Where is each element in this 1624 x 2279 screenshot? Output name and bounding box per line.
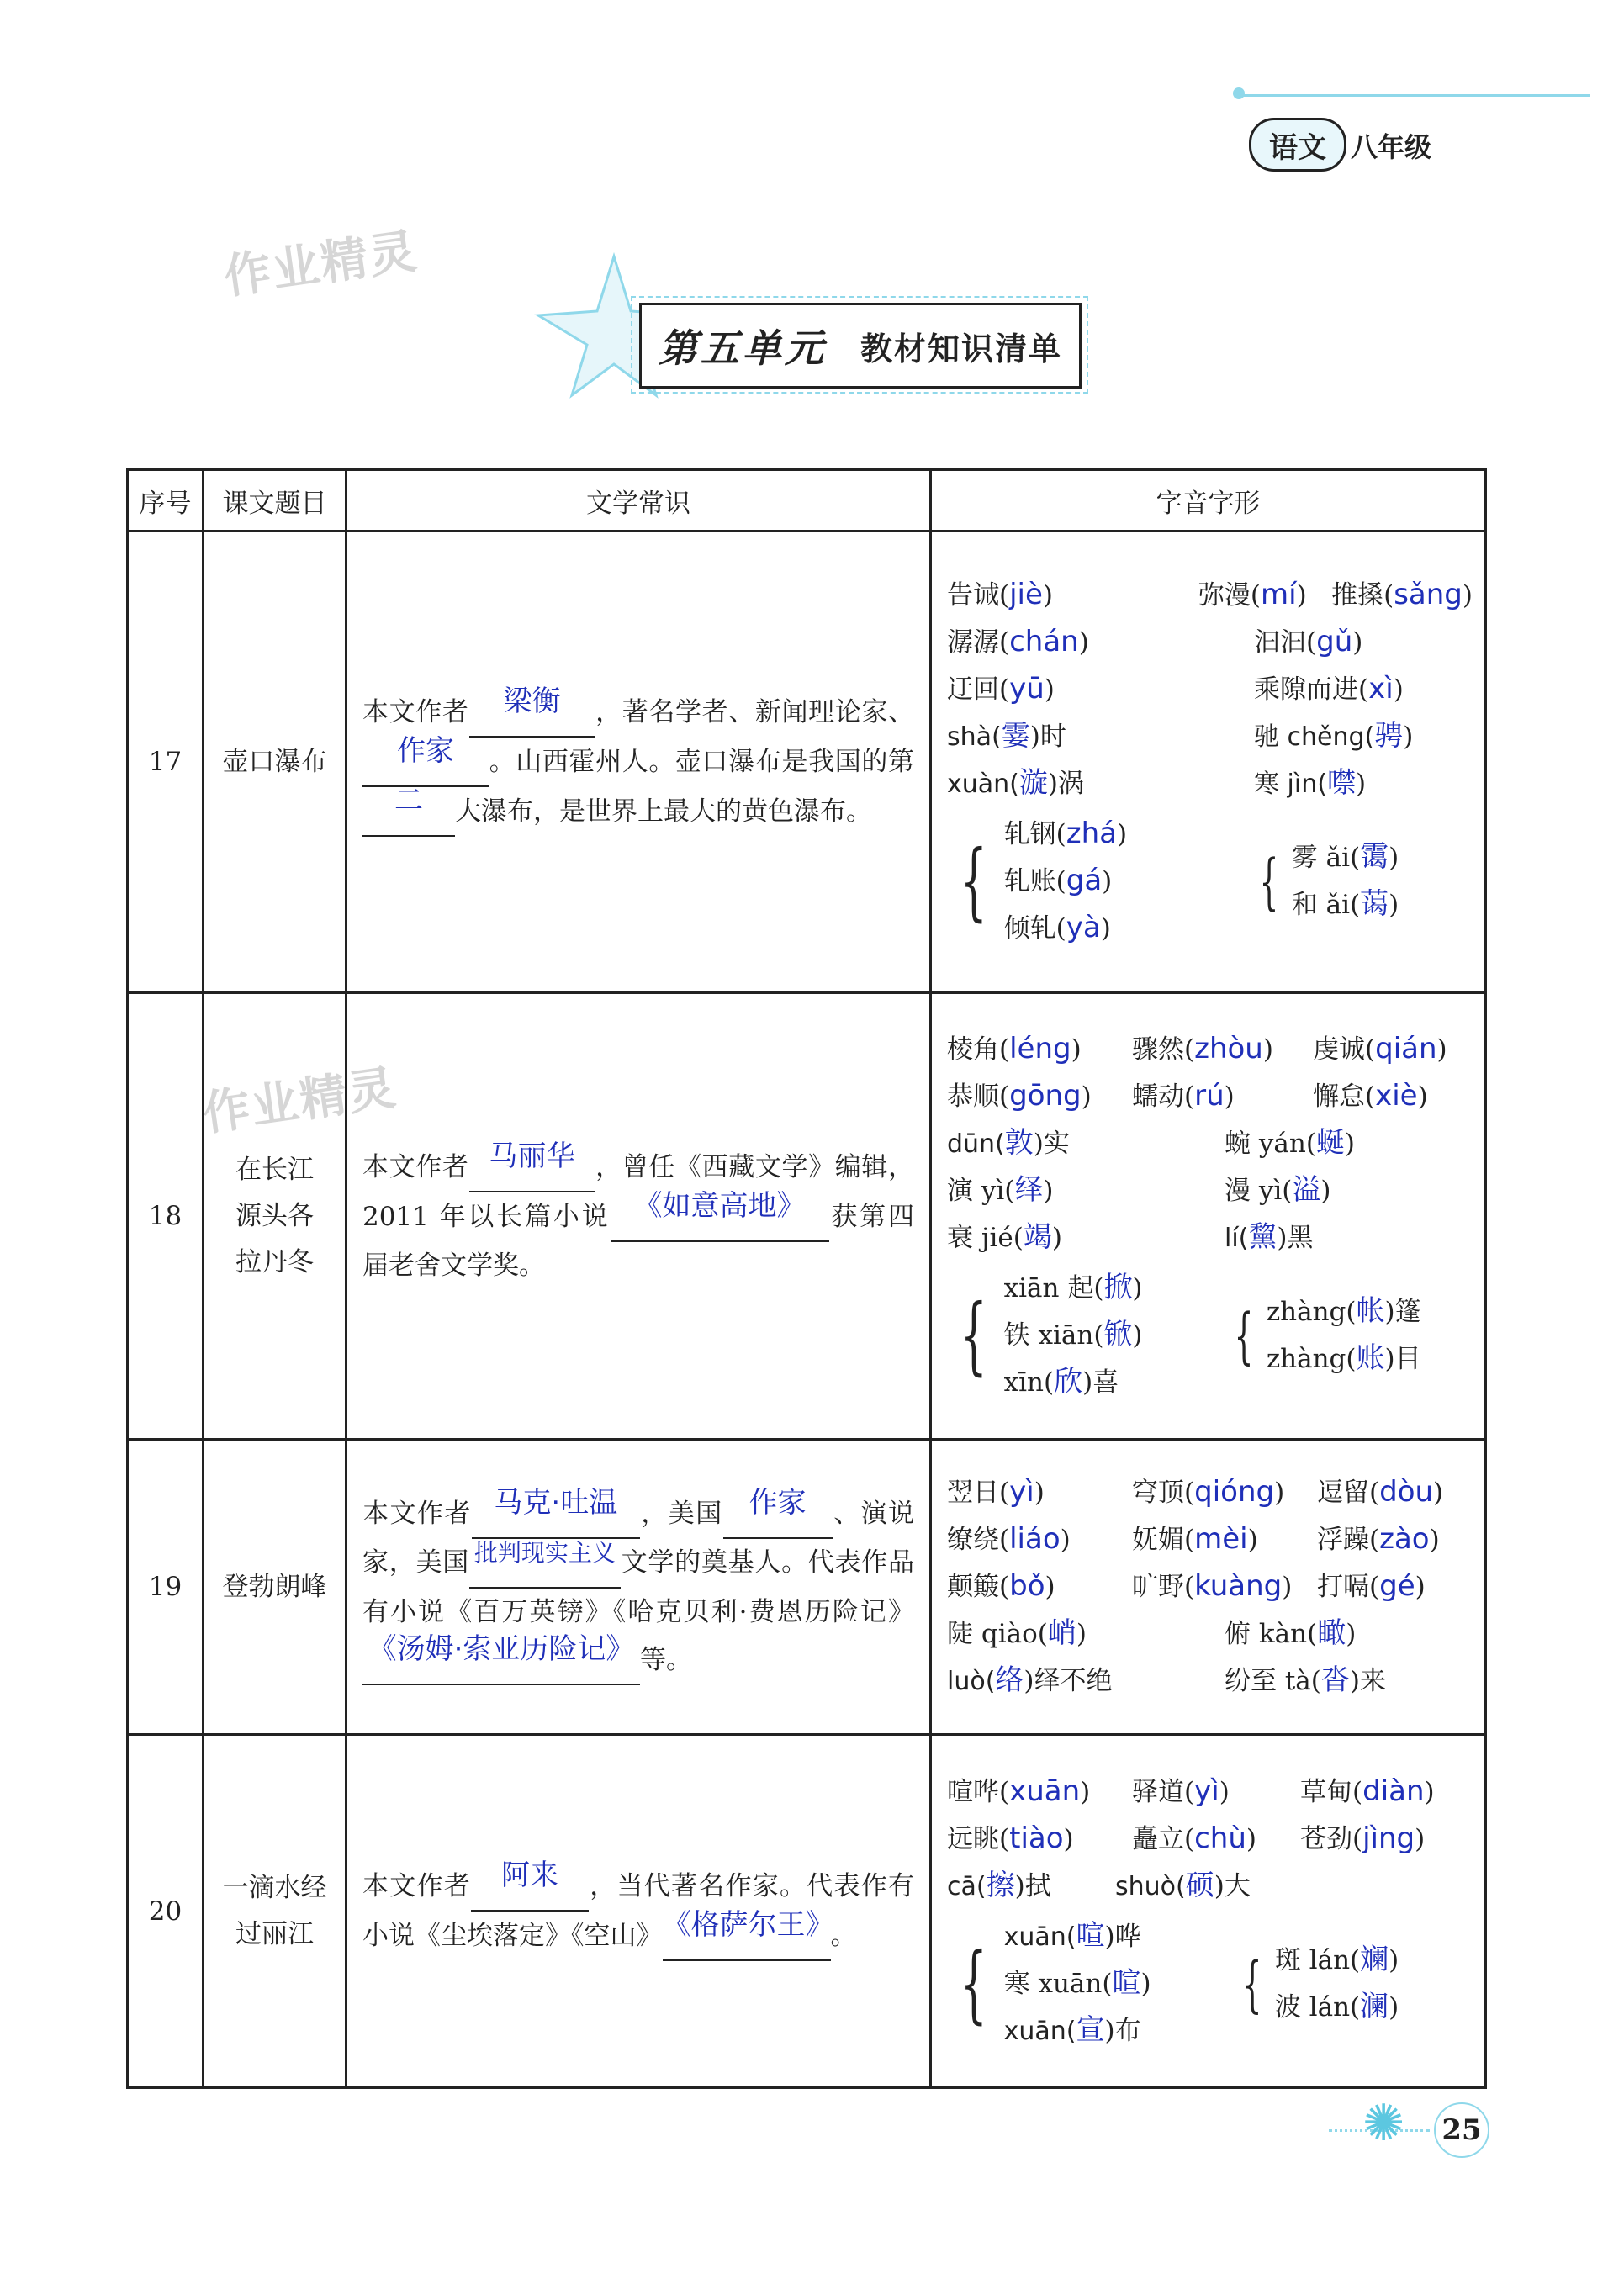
brace-icon: { (1234, 1300, 1254, 1371)
row-number: 19 (128, 1440, 204, 1735)
brace-icon: { (1242, 1948, 1262, 2019)
unit-subtitle: 教材知识清单 (860, 330, 1062, 367)
row-number: 18 (128, 993, 204, 1440)
answer-novel: 《汤姆·索亚历险记》 (368, 1631, 635, 1666)
grade-label: 八年级 (1351, 131, 1432, 163)
pronunciation-cell: 棱角(léng) 骤然(zhòu) 虔诚(qián) 恭顺(gōng) 蠕动(rú) 懈怠(xiè) dūn(敦)实 蜿 yán(蜒) 演 yì(绎) 漫 yì(溢) 衰 jié(竭) lí(黧)黑 { xiān 起( 掀 ) 铁 xiān( 锨 ) xīn( 欣 )喜 { zhàng( 帐 )篷 zhàng( 账 )目 (931, 993, 1486, 1440)
literary-knowledge: 本文作者 阿来 ，当代著名作家。代表作有小说《尘埃落定》《空山》《格萨尔王》。 (346, 1735, 931, 2088)
answer-identity: 作家 (749, 1485, 807, 1520)
row-number: 17 (128, 531, 204, 993)
answer-rank: 二 (394, 783, 423, 817)
brace-icon: { (1259, 846, 1279, 917)
watermark: 作业精灵 (220, 224, 422, 305)
table-row (128, 1735, 1486, 2088)
answer-novel: 《如意高地》 (633, 1189, 806, 1223)
unit-title: 第五单元 (658, 325, 827, 371)
subject-label: 语文 (1269, 130, 1326, 165)
row-number: 20 (128, 1735, 204, 2088)
answer-author: 马丽华 (489, 1140, 575, 1173)
table-row (128, 993, 1486, 1440)
answer-author: 梁衡 (503, 684, 561, 718)
brace-icon: { (960, 1286, 987, 1384)
lesson-title: 在长江 源头各 拉丹冬 (204, 993, 346, 1440)
pronunciation-cell: 翌日(yì) 穹顶(qióng) 逗留(dòu) 缭绕(liáo) 妩媚(mèi) 浮躁(zào) 颠簸(bǒ) 旷野(kuàng) 打嗝(gé) 陡 qiào(峭) 俯 kàn(瞰) luò(络)绎不绝 纷至 tà(沓)来 (931, 1440, 1486, 1735)
literary-knowledge: 本文作者 马丽华 ，曾任《西藏文学》编辑，2011 年以长篇小说 《如意高地》 获第四届老舍文学奖。 (346, 993, 931, 1440)
col-header: 字音字形 (931, 470, 1486, 531)
subject-badge (1249, 118, 1346, 172)
brace-icon: { (960, 832, 987, 930)
pronunciation-cell: 告诫(jiè) 弥漫(mí) 推搡(sǎng) 潺潺(chán) 汩汩(gǔ) 迂回(yū) 乘隙而进(xì) shà(霎)时 驰 chěng(骋) xuàn(漩)涡 寒 jìn(噤) { 轧钢( zhá ) 轧账( gá ) 倾轧( yà ) { 雾 ǎi( 霭 ) 和 ǎi( 蔼 ) (931, 531, 1486, 993)
table-row (128, 531, 1486, 993)
unit-title-box (639, 303, 1082, 389)
answer-identity: 作家 (397, 733, 454, 768)
page-number: 25 (1434, 2102, 1489, 2158)
table-row (128, 1440, 1486, 1735)
lesson-title: 壶口瀑布 (204, 531, 346, 993)
col-header: 文学常识 (346, 470, 931, 531)
lesson-title: 登勃朗峰 (204, 1440, 346, 1735)
header-dot (1233, 87, 1245, 99)
answer-novel: 《格萨尔王》 (662, 1907, 834, 1942)
col-header: 课文题目 (204, 470, 346, 531)
header-line (1236, 94, 1590, 97)
answer-movement: 批判现实主义 (473, 1538, 616, 1567)
flower-decoration-icon: ✺ (1362, 2094, 1405, 2153)
brace-icon: { (960, 1933, 987, 2033)
watermark: 作业精灵 (199, 1060, 401, 1142)
lesson-title: 一滴水经 过丽江 (204, 1735, 346, 2088)
knowledge-table (126, 468, 1487, 2089)
pronunciation-cell: 喧哗(xuān) 驿道(yì) 草甸(diàn) 远眺(tiào) 矗立(chù) 苍劲(jìng) cā(擦)拭 shuò(硕)大 { xuān( 喧 )哗 寒 xuān( 暄 ) xuān( 宣 )布 { 斑 lán( 斓 ) 波 lán( 澜 ) (931, 1735, 1486, 2088)
literary-knowledge: 本文作者 梁衡 ，著名学者、新闻理论家、作家 。山西霍州人。壶口瀑布是我国的第二 大瀑布，是世界上最大的黄色瀑布。 (346, 531, 931, 993)
answer-author: 阿来 (501, 1858, 558, 1892)
table-header-row (128, 470, 1486, 531)
col-header: 序号 (128, 470, 204, 531)
answer-author: 马克·吐温 (494, 1485, 618, 1520)
literary-knowledge: 本文作者 马克·吐温 ，美国 作家 、演说家，美国 批判现实主义 文学的奠基人。代表作品有小说《百万英镑》《哈克贝利·费恩历险记》《汤姆·索亚历险记》 等。 (346, 1440, 931, 1735)
